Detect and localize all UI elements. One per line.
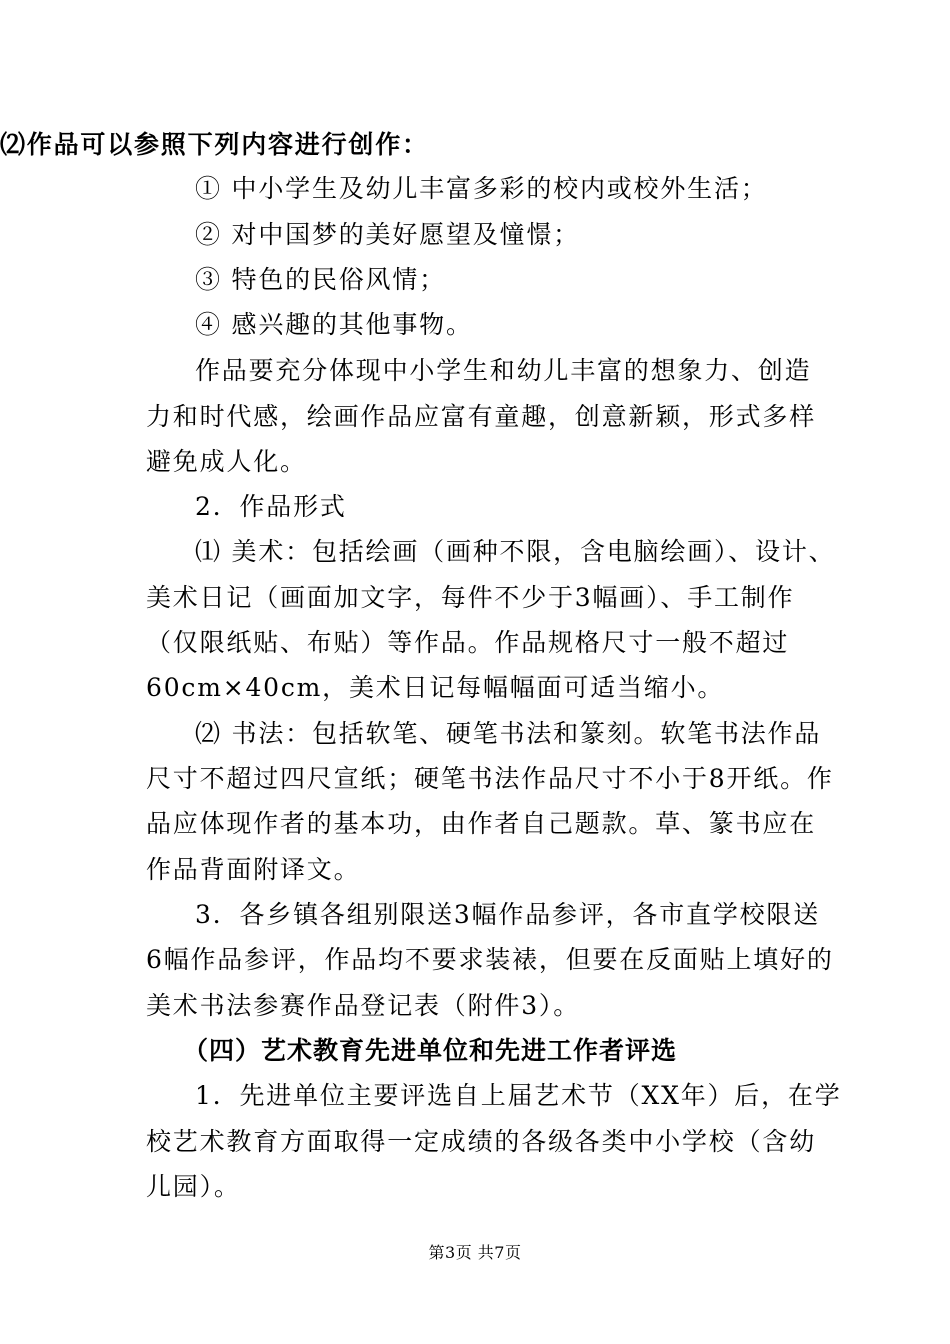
art-paragraph-line-2: 美术日记（画面加文字，每件不少于3幅画）、手工制作 — [146, 583, 795, 612]
requirement-paragraph-line-1: 作品要充分体现中小学生和幼儿丰富的想象力、创造 — [195, 356, 812, 385]
art-paragraph-line-1: ⑴ 美术：包括绘画（画种不限，含电脑绘画）、设计、 — [195, 537, 836, 566]
quota-paragraph-line-2: 6幅作品参评，作品均不要求装裱，但要在反面贴上填好的 — [146, 945, 834, 974]
art-paragraph-line-3: （仅限纸贴、布贴）等作品。作品规格尺寸一般不超过 — [146, 628, 790, 657]
requirement-paragraph-line-3: 避免成人化。 — [146, 447, 307, 476]
calligraphy-paragraph-line-1: ⑵ 书法：包括软笔、硬笔书法和篆刻。软笔书法作品 — [195, 719, 822, 748]
page-number-footer: 第3页 共7页 — [428, 1243, 522, 1262]
unit-paragraph-line-2: 校艺术教育方面取得一定成绩的各级各类中小学校（含幼 — [146, 1127, 817, 1156]
art-paragraph-line-4: 60cm×40cm，美术日记每幅幅面可适当缩小。 — [146, 673, 725, 702]
section-heading-creation-content: ⑵作品可以参照下列内容进行创作： — [0, 130, 429, 159]
quota-paragraph-line-1: 3．各乡镇各组别限送3幅作品参评，各市直学校限送 — [195, 900, 821, 929]
quota-paragraph-line-3: 美术书法参赛作品登记表（附件3）。 — [146, 991, 581, 1020]
form-section-title: 2．作品形式 — [195, 492, 347, 521]
requirement-paragraph-line-2: 力和时代感，绘画作品应富有童趣，创意新颖，形式多样 — [146, 402, 817, 431]
content-item-1: ① 中小学生及幼儿丰富多彩的校内或校外生活； — [195, 174, 768, 203]
unit-paragraph-line-1: 1．先进单位主要评选自上届艺术节（XX年）后，在学 — [195, 1081, 842, 1110]
content-item-3: ③ 特色的民俗风情； — [195, 265, 446, 294]
calligraphy-paragraph-line-4: 作品背面附译文。 — [146, 855, 361, 884]
calligraphy-paragraph-line-3: 品应体现作者的基本功，由作者自己题款。草、篆书应在 — [146, 809, 817, 838]
content-item-2: ② 对中国梦的美好愿望及憧憬； — [195, 220, 580, 249]
subsection-heading-advanced-units: （四）艺术教育先进单位和先进工作者评选 — [183, 1036, 678, 1065]
unit-paragraph-line-3: 儿园）。 — [146, 1172, 241, 1201]
calligraphy-paragraph-line-2: 尺寸不超过四尺宣纸；硬笔书法作品尺寸不小于8开纸。作 — [146, 764, 834, 793]
content-item-4: ④ 感兴趣的其他事物。 — [195, 310, 473, 339]
